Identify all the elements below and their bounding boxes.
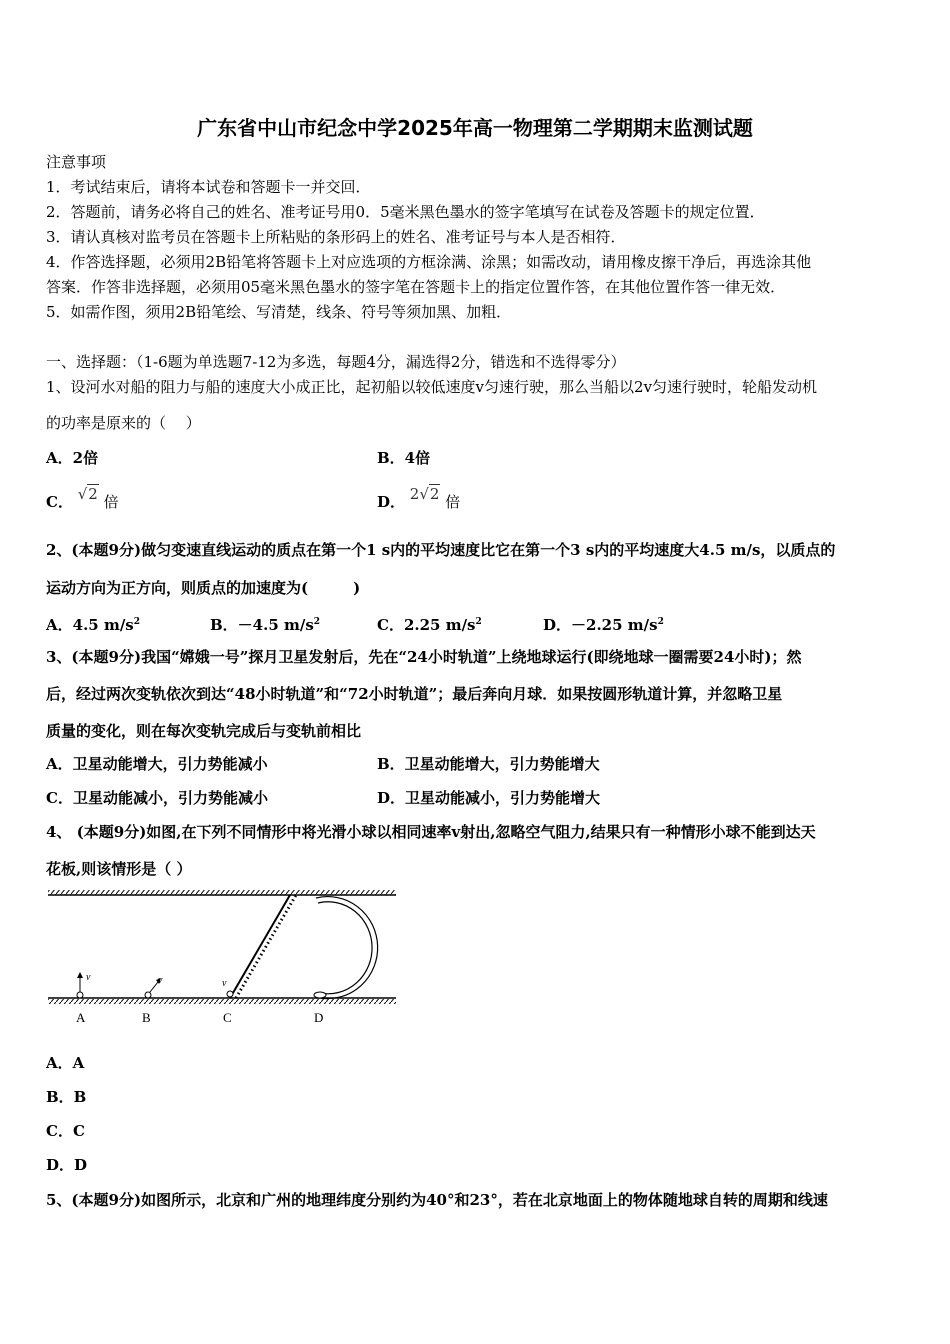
sqrt-radicand: 2 — [88, 485, 98, 503]
q1-option-d-suffix: 倍 — [445, 493, 461, 511]
q3-option-c: C．卫星动能减小，引力势能减小 — [46, 789, 268, 807]
q2-option-d — [543, 612, 664, 635]
ball-a — [77, 992, 83, 998]
sqrt-coefficient: 2 — [409, 485, 420, 503]
ball-b — [145, 992, 151, 998]
q4-figure — [46, 888, 406, 1030]
q1-option-b: B．4倍 — [377, 449, 431, 467]
figure-label-d: D — [314, 1010, 324, 1025]
sqrt-radicand: 2 — [429, 485, 440, 503]
track-d-inner — [318, 902, 372, 994]
notice-item: 3．请认真核对监考员在答题卡上所粘贴的条形码上的姓名、准考证号与本人是否相符． — [46, 228, 626, 246]
q4-option-b: B．B — [46, 1088, 87, 1106]
question-1-text: 1、设河水对船的阻力与船的速度大小成正比，起初船以较低速度v匀速行驶，那么当船以2v匀速行驶时，轮船发动机 — [46, 378, 818, 396]
exponent: 2 — [475, 617, 482, 627]
question-2-text: 运动方向为正方向，则质点的加速度为( ) — [46, 579, 361, 597]
q4-option-d: D．D — [46, 1156, 88, 1174]
q2-option-b-text: B．－4.5 m/s — [210, 616, 314, 634]
question-4-text: 4、 (本题9分)如图,在下列不同情形中将光滑小球以相同速率v射出,忽略空气阻力,结果只有一种情形小球不能到达天 — [46, 823, 816, 841]
q1-option-d — [377, 484, 460, 512]
q2-option-d-text: D．－2.25 m/s — [543, 616, 658, 634]
velocity-label-a: v — [86, 972, 91, 983]
ball-c — [227, 991, 233, 997]
q3-option-a: A．卫星动能增大，引力势能减小 — [46, 755, 268, 773]
question-2-text: 2、(本题9分)做匀变速直线运动的质点在第一个1 s内的平均速度比它在第一个3 s内的平均速度大4.5 m/s，以质点的 — [46, 541, 836, 559]
notice-item: 1．考试结束后，请将本试卷和答题卡一并交回． — [46, 178, 371, 196]
q2-option-a-text: A．4.5 m/s — [46, 616, 134, 634]
figure-label-a: A — [76, 1010, 86, 1025]
figure-label-b: B — [142, 1010, 151, 1025]
notice-item: 5．如需作图，须用2B铅笔绘、写清楚，线条、符号等须加黑、加粗． — [46, 303, 512, 321]
exponent: 2 — [313, 617, 321, 627]
sqrt-symbol: 2√2 — [409, 485, 440, 503]
track-d-outer — [316, 897, 378, 999]
question-4-text: 花板,则该情形是（ ） — [46, 860, 192, 878]
section-heading: 一、选择题：（1-6题为单选题7-12为多选，每题4分，漏选得2分，错选和不选得零分） — [46, 353, 626, 371]
incline-c — [230, 895, 290, 998]
q1-option-c — [46, 484, 119, 512]
question-3-text: 质量的变化，则在每次变轨完成后与变轨前相比 — [46, 722, 362, 740]
q1-option-a: A．2倍 — [46, 449, 99, 467]
figure-label-c: C — [223, 1010, 232, 1025]
notice-item: 答案．作答非选择题，必须用05毫米黑色墨水的签字笔在答题卡上的指定位置作答，在其他位置作答一律无效． — [46, 278, 786, 296]
floor-hatch — [48, 999, 396, 1004]
q3-option-d: D．卫星动能减小，引力势能增大 — [377, 789, 601, 807]
notice-item: 4．作答选择题，必须用2B铅笔将答题卡上对应选项的方框涂满、涂黑；如需改动，请用橡皮擦干净后，再选涂其他 — [46, 253, 812, 271]
q2-option-a — [46, 612, 140, 635]
question-5-text: 5、(本题9分)如图所示，北京和广州的地理纬度分别约为40°和23°，若在北京地面上的物体随地球自转的周期和线速 — [46, 1191, 828, 1209]
velocity-label-c: v — [222, 978, 227, 989]
q2-option-c — [377, 612, 482, 635]
q2-option-c-text: C．2.25 m/s — [377, 616, 476, 634]
question-3-text: 3、(本题9分)我国“嫦娥一号”探月卫星发射后，先在“24小时轨道”上绕地球运行(即绕地球一圈需要24小时)；然 — [46, 648, 802, 666]
q1-option-c-suffix: 倍 — [103, 493, 119, 511]
q4-option-c: C．C — [46, 1122, 85, 1140]
sqrt-symbol: √2 — [77, 485, 98, 503]
ball-d — [314, 992, 326, 998]
incline-c-hatch — [236, 895, 296, 998]
exponent: 2 — [657, 617, 664, 627]
q3-option-b: B．卫星动能增大，引力势能增大 — [377, 755, 600, 773]
q2-option-b — [210, 612, 320, 635]
velocity-arrow-b — [150, 982, 158, 992]
q1-option-d-label: D． — [377, 493, 406, 511]
question-3-text: 后，经过两次变轨依次到达“48小时轨道”和“72小时轨道”；最后奔向月球．如果按圆形轨道计算，并忽略卫星 — [46, 685, 783, 703]
notice-item: 2．答题前，请务必将自己的姓名、准考证号用0．5毫米黑色墨水的签字笔填写在试卷及答题卡的规定位置． — [46, 203, 765, 221]
q4-option-a: A．A — [46, 1054, 85, 1072]
velocity-label-b: v — [158, 975, 163, 986]
q1-option-c-label: C． — [46, 493, 73, 511]
exponent: 2 — [133, 617, 141, 627]
arrowhead-a — [77, 972, 83, 978]
page-title: 广东省中山市纪念中学2025年高一物理第二学期期末监测试题 — [197, 116, 753, 140]
question-1-text: 的功率是原来的（ ） — [46, 414, 201, 432]
notice-heading: 注意事项 — [46, 153, 107, 171]
